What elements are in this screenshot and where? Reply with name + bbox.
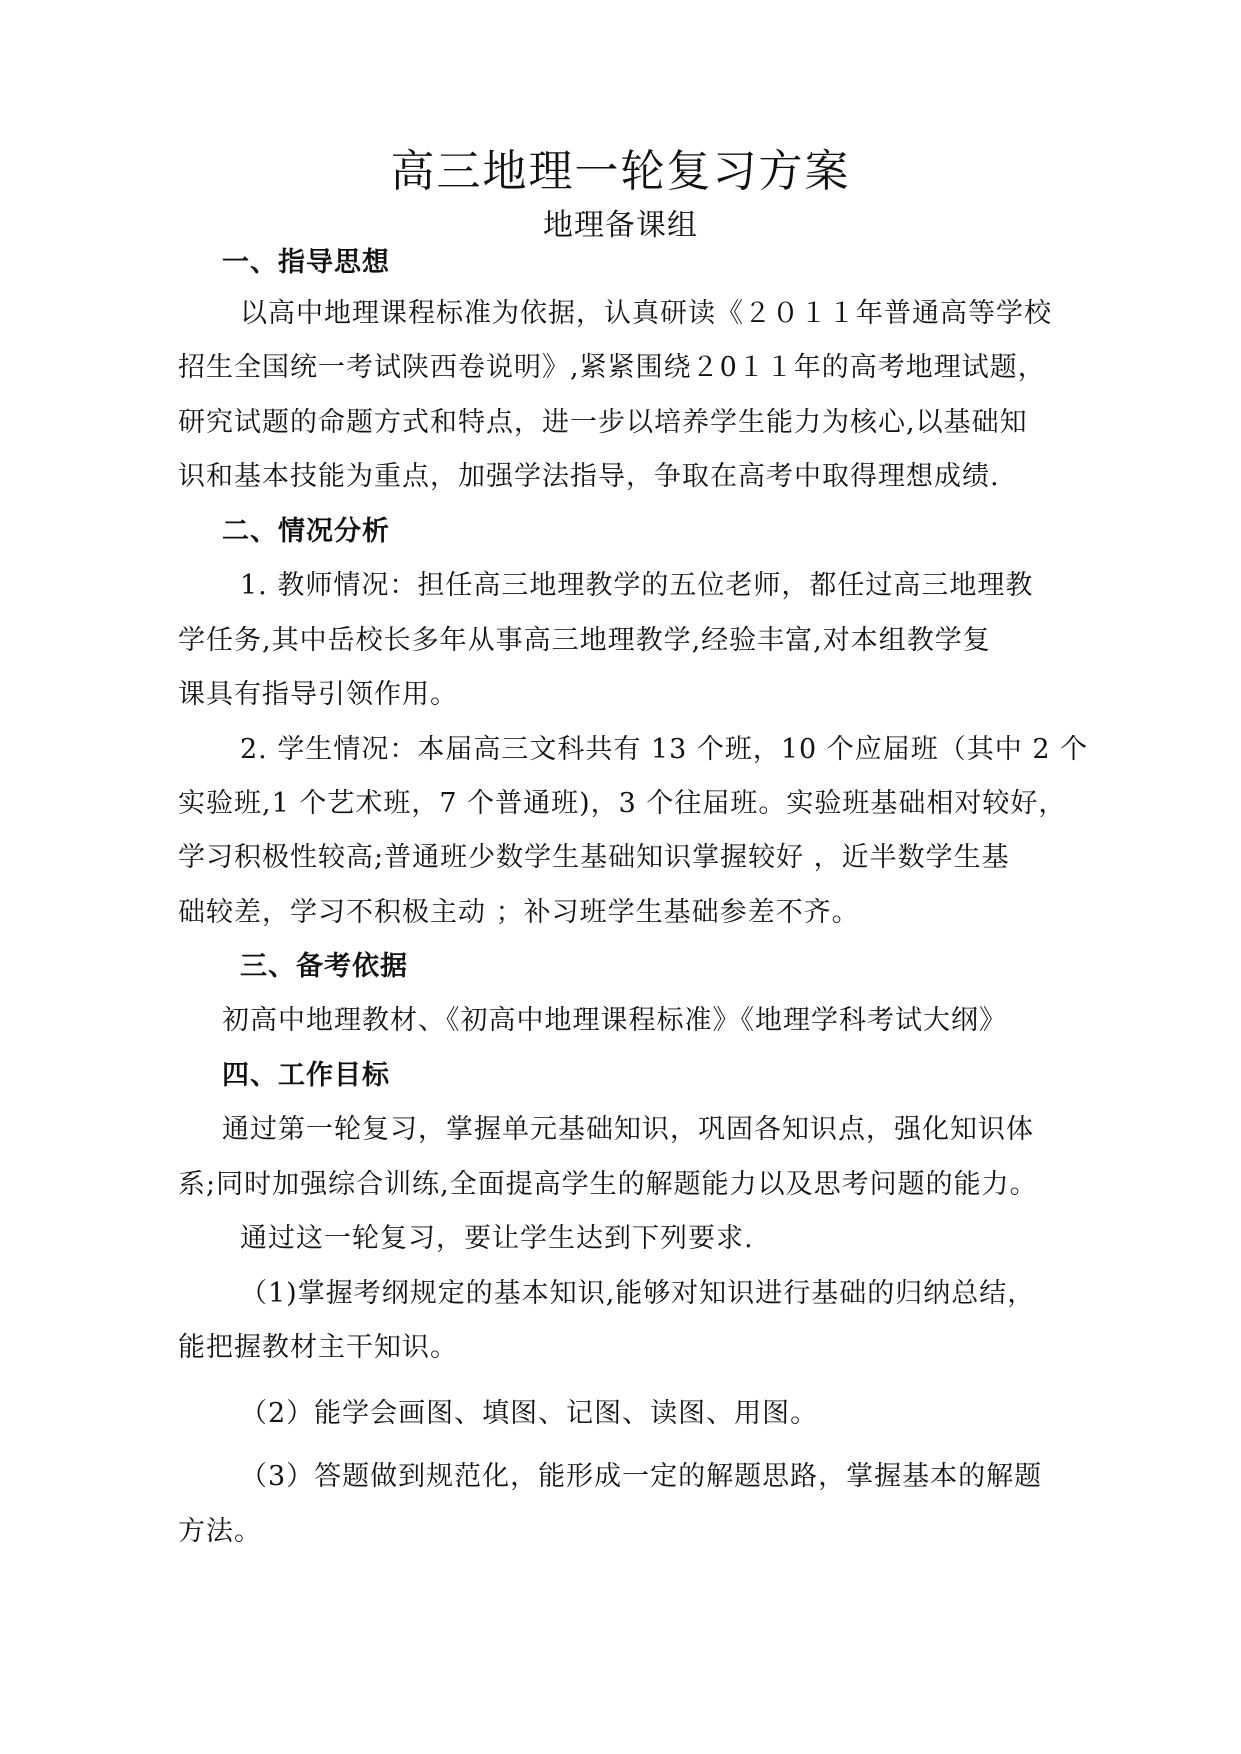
- section-heading-situation-analysis: 二、情况分析: [222, 516, 390, 547]
- paragraph-line: 础较差，学习不积极主动 ；补习班学生基础参差不齐。: [178, 897, 860, 928]
- list-item-line: 能把握教材主干知识。: [178, 1332, 458, 1363]
- paragraph-line: 通过这一轮复习，要让学生达到下列要求.: [240, 1223, 754, 1254]
- paragraph-line: 初高中地理教材、《初高中地理课程标准》《地理学科考试大纲》: [222, 1005, 1007, 1036]
- paragraph-line: 识和基本技能为重点，加强学法指导，争取在高考中取得理想成绩.: [178, 461, 1000, 492]
- list-item-line: （2）能学会画图、填图、记图、读图、用图。: [240, 1398, 819, 1429]
- list-item-line: （3）答题做到规范化，能形成一定的解题思路，掌握基本的解题: [240, 1461, 1043, 1492]
- section-heading-exam-basis: 三、备考依据: [240, 951, 408, 982]
- list-item-line: （1)掌握考纲规定的基本知识,能够对知识进行基础的归纳总结，: [240, 1278, 1036, 1309]
- section-heading-guiding-thought: 一、指导思想: [222, 247, 390, 278]
- section-heading-work-goals: 四、工作目标: [222, 1060, 390, 1091]
- paragraph-line: 系;同时加强综合训练,全面提高学生的解题能力以及思考问题的能力。: [178, 1169, 1038, 1200]
- paragraph-line: 学习积极性较高;普通班少数学生基础知识掌握较好 ，近半数学生基: [178, 842, 1010, 873]
- paragraph-line: 2. 学生情况：本届高三文科共有 13 个班，10 个应届班（其中 2 个: [240, 734, 1089, 765]
- document-title: 高三地理一轮复习方案: [390, 146, 851, 197]
- paragraph-line: 招生全国统一考试陕西卷说明》,紧紧围绕２0１１年的高考地理试题，: [178, 352, 1046, 383]
- paragraph-line: 课具有指导引领作用。: [178, 679, 458, 710]
- document-subtitle: 地理备课组: [543, 208, 698, 243]
- paragraph-line: 1. 教师情况：担任高三地理教学的五位老师，都任过高三地理教: [240, 570, 1034, 601]
- paragraph-line: 实验班,1 个艺术班，7 个普通班)，3 个往届班。实验班基础相对较好，: [178, 788, 1067, 819]
- list-item-line: 方法。: [178, 1516, 262, 1547]
- paragraph-line: 学任务,其中岳校长多年从事高三地理教学,经验丰富,对本组教学复: [178, 625, 991, 656]
- paragraph-line: 研究试题的命题方式和特点，进一步以培养学生能力为核心,以基础知: [178, 407, 1028, 438]
- paragraph-line: 以高中地理课程标准为依据，认真研读《２０１１年普通高等学校: [240, 298, 1052, 329]
- paragraph-line: 通过第一轮复习，掌握单元基础知识，巩固各知识点，强化知识体: [222, 1114, 1034, 1145]
